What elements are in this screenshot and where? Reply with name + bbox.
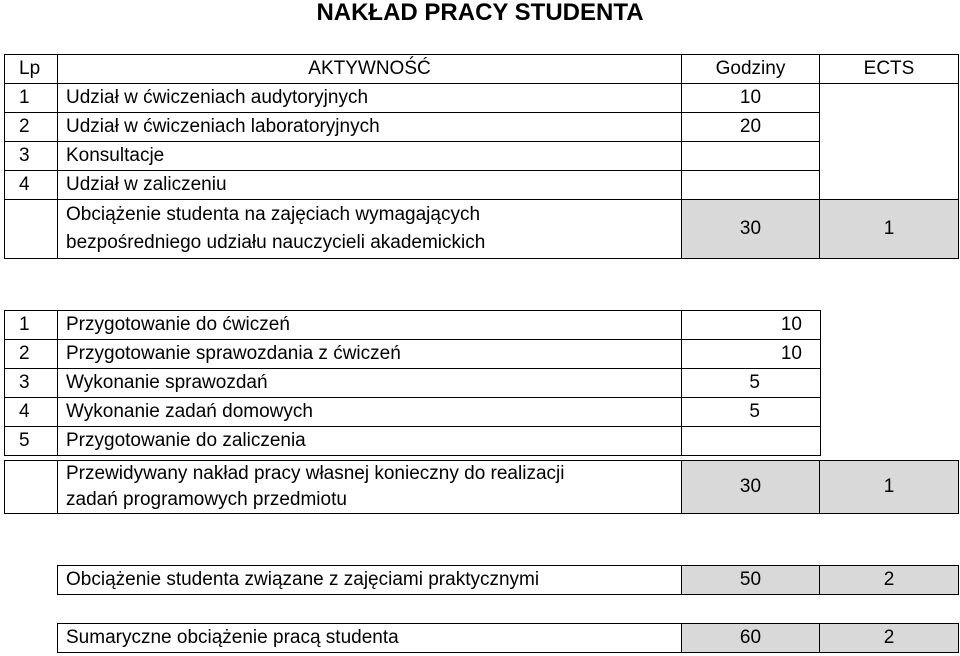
- summary-lp-empty: [5, 461, 58, 514]
- row-hours: 10: [682, 84, 820, 113]
- row-lp: 5: [5, 427, 58, 456]
- practical-load-table: [57, 565, 959, 595]
- summary-label: [58, 200, 682, 259]
- total-hours: 60: [682, 624, 820, 653]
- row-hours: [682, 171, 820, 200]
- self-study-summary: [4, 460, 959, 514]
- row-hours: 5: [682, 369, 821, 398]
- row-hours: 20: [682, 113, 820, 142]
- row-activity: Wykonanie sprawozdań: [58, 369, 682, 398]
- summary-hours: 30: [682, 461, 820, 514]
- row-lp: 3: [5, 369, 58, 398]
- summary-label-line2: zadań programowych przedmiotu: [66, 489, 347, 510]
- row-lp: 2: [5, 340, 58, 369]
- row-hours: 10: [682, 311, 821, 340]
- table-row: [5, 142, 959, 171]
- header-activity: AKTYWNOŚĆ: [58, 55, 682, 84]
- summary-row: [5, 200, 959, 259]
- table-row: [5, 171, 959, 200]
- row-hours: [682, 427, 821, 456]
- summary-hours: 30: [682, 200, 820, 259]
- table-row: [5, 340, 821, 369]
- total-ects: 2: [820, 624, 959, 653]
- row-lp: 2: [5, 113, 58, 142]
- row-activity: Przygotowanie do zaliczenia: [58, 427, 682, 456]
- table-row: [5, 113, 959, 142]
- summary-row: [58, 624, 959, 653]
- row-hours: [682, 142, 820, 171]
- practical-ects: 2: [820, 566, 959, 595]
- summary-label-line2: bezpośredniego udziału nauczycieli akademickich: [66, 232, 486, 253]
- summary-row: [58, 566, 959, 595]
- summary-ects: 1: [820, 200, 959, 259]
- summary-label-line1: Przewidywany nakład pracy własnej konieczny do realizacji: [66, 463, 565, 484]
- contact-hours-table: [4, 54, 959, 259]
- ects-empty-cell: [820, 84, 959, 200]
- summary-label-line1: Obciążenie studenta na zajęciach wymagających: [66, 204, 481, 225]
- summary-ects: 1: [820, 461, 959, 514]
- row-hours: 5: [682, 398, 821, 427]
- row-activity: Wykonanie zadań domowych: [58, 398, 682, 427]
- table-row: [5, 311, 821, 340]
- row-lp: 1: [5, 311, 58, 340]
- table-row: [5, 427, 821, 456]
- practical-hours: 50: [682, 566, 820, 595]
- row-activity: Przygotowanie do ćwiczeń: [58, 311, 682, 340]
- summary-label: [58, 461, 682, 514]
- practical-label: Obciążenie studenta związane z zajęciami praktycznymi: [58, 566, 682, 595]
- row-activity: Udział w zaliczeniu: [58, 171, 682, 200]
- row-activity: Przygotowanie sprawozdania z ćwiczeń: [58, 340, 682, 369]
- total-label: Sumaryczne obciążenie pracą studenta: [58, 624, 682, 653]
- row-lp: 3: [5, 142, 58, 171]
- row-lp: 4: [5, 398, 58, 427]
- table-row: [5, 398, 821, 427]
- summary-row: [5, 461, 959, 514]
- row-lp: 1: [5, 84, 58, 113]
- table-row: [5, 84, 959, 113]
- summary-lp-empty: [5, 200, 58, 259]
- total-load-table: [57, 623, 959, 653]
- page-title: NAKŁAD PRACY STUDENTA: [316, 0, 644, 26]
- table-row: [5, 369, 821, 398]
- header-lp: Lp: [5, 55, 58, 84]
- row-activity: Konsultacje: [58, 142, 682, 171]
- header-ects: ECTS: [820, 55, 959, 84]
- row-hours: 10: [682, 340, 821, 369]
- header-hours: Godziny: [682, 55, 820, 84]
- row-activity: Udział w ćwiczeniach audytoryjnych: [58, 84, 682, 113]
- row-lp: 4: [5, 171, 58, 200]
- table-header-row: [5, 55, 959, 84]
- row-activity: Udział w ćwiczeniach laboratoryjnych: [58, 113, 682, 142]
- self-study-table: [4, 310, 821, 456]
